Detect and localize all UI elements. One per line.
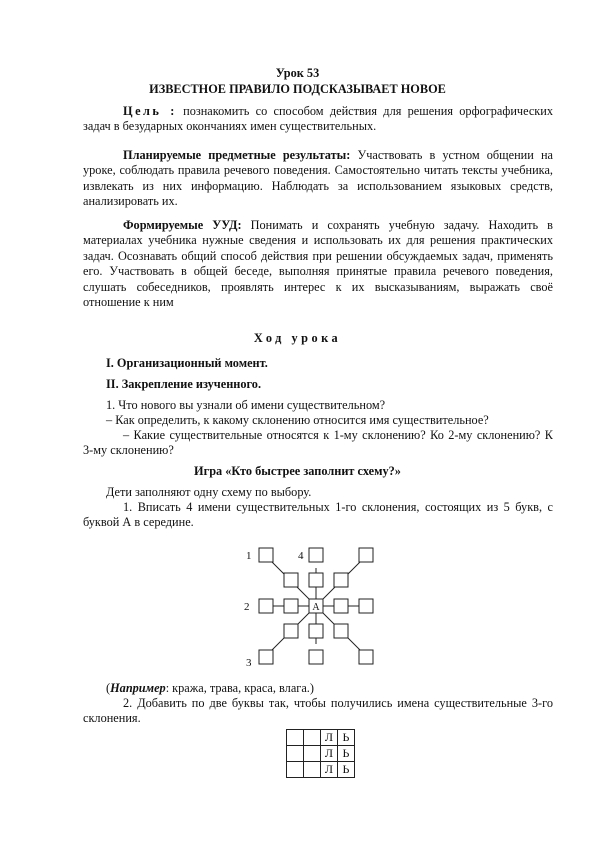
scheme-center-letter: А xyxy=(312,602,320,613)
scheme-box[interactable] xyxy=(284,573,298,587)
lesson-title: ИЗВЕСТНОЕ ПРАВИЛО ПОДСКАЗЫВАЕТ НОВОЕ xyxy=(149,82,446,96)
scheme-box[interactable] xyxy=(334,599,348,613)
scheme-box[interactable] xyxy=(359,599,373,613)
section-organizational: I. Организационный момент. xyxy=(106,356,268,370)
scheme-label-3: 3 xyxy=(246,657,252,669)
scheme-box[interactable] xyxy=(259,599,273,613)
grid-cell: Ь xyxy=(338,730,355,746)
goal-text: познакомить со способом действия для решения орфографических задач в безударных окончаниях имен существительных. xyxy=(83,104,554,134)
example-text: : кража, трава, краса, влага.) xyxy=(165,681,314,695)
scheme-box[interactable] xyxy=(284,599,298,613)
grid-cell[interactable] xyxy=(304,746,321,762)
example-label: Например xyxy=(110,681,166,695)
grid-cell[interactable] xyxy=(287,730,304,746)
grid-cell: Л xyxy=(321,762,338,778)
grid-cell: Л xyxy=(321,746,338,762)
lesson-number: Урок 53 xyxy=(275,66,320,80)
example-line xyxy=(106,681,314,696)
scheme-box[interactable] xyxy=(334,624,348,638)
scheme-box[interactable] xyxy=(309,650,323,664)
grid-cell: Ь xyxy=(338,746,355,762)
letter-grid xyxy=(286,729,355,778)
results-text: Участвовать в устном общении на уроке, соблюдать правила речевого поведения. Самостоятельно читать тексты учебника, извлекать из них информацию. Наблюдать за использованием языковых средств, анализировать их. xyxy=(83,148,554,209)
uud-label: Формируемые УУД: xyxy=(123,218,242,232)
question-1: 1. Что нового вы узнали об имени существительном? xyxy=(106,398,386,412)
grid-row xyxy=(287,746,355,762)
scheme-box[interactable] xyxy=(259,650,273,664)
scheme-box[interactable] xyxy=(309,548,323,562)
results-paragraph xyxy=(83,148,553,210)
grid-row xyxy=(287,730,355,746)
scheme-box[interactable] xyxy=(359,650,373,664)
word-scheme-diagram xyxy=(230,540,400,675)
grid-cell: Л xyxy=(321,730,338,746)
goal-label: Цель : xyxy=(123,104,177,118)
question-3: – Какие существительные относятся к 1-му склонению? Ко 2-му склонению? К 3-му склонению? xyxy=(83,428,553,458)
game-title: Игра «Кто быстрее заполнит схему?» xyxy=(194,464,401,478)
course-heading: Ход урока xyxy=(253,331,342,345)
scheme-box[interactable] xyxy=(259,548,273,562)
uud-paragraph xyxy=(83,218,553,310)
grid-cell[interactable] xyxy=(287,746,304,762)
grid-cell[interactable] xyxy=(287,762,304,778)
scheme-box[interactable] xyxy=(284,624,298,638)
scheme-label-4: 4 xyxy=(298,550,304,562)
game-intro: Дети заполняют одну схему по выбору. xyxy=(106,485,312,499)
goal-paragraph xyxy=(83,104,553,135)
task-1: 1. Вписать 4 имени существительных 1-го склонения, состоящих из 5 букв, с буквой А в середине. xyxy=(83,500,553,530)
section-review: II. Закрепление изученного. xyxy=(106,377,262,391)
scheme-box[interactable] xyxy=(309,624,323,638)
scheme-box[interactable] xyxy=(309,573,323,587)
example-open: ( xyxy=(106,681,111,695)
scheme-label-1: 1 xyxy=(246,550,252,562)
grid-cell[interactable] xyxy=(304,762,321,778)
grid-cell: Ь xyxy=(338,762,355,778)
uud-text: Понимать и сохранять учебную задачу. Находить в материалах учебника нужные сведения и использовать их для решения практических задач. Осознавать общий способ действия при решении обсуждаемых задач, применять его. Участвовать в общей беседе, выполняя принятые правила речевого поведения, слушать собеседников, проявлять интерес к их высказываниям, выражать своё отношение к ним xyxy=(83,218,553,310)
task-2: 2. Добавить по две буквы так, чтобы получились имена существительные 3-го склонения. xyxy=(83,696,553,726)
scheme-box[interactable] xyxy=(334,573,348,587)
grid-cell[interactable] xyxy=(304,730,321,746)
scheme-label-2: 2 xyxy=(244,601,250,613)
question-2: – Как определить, к какому склонению относится имя существительное? xyxy=(106,413,489,427)
grid-row xyxy=(287,762,355,778)
results-label: Планируемые предметные результаты: xyxy=(123,148,351,162)
scheme-box[interactable] xyxy=(359,548,373,562)
